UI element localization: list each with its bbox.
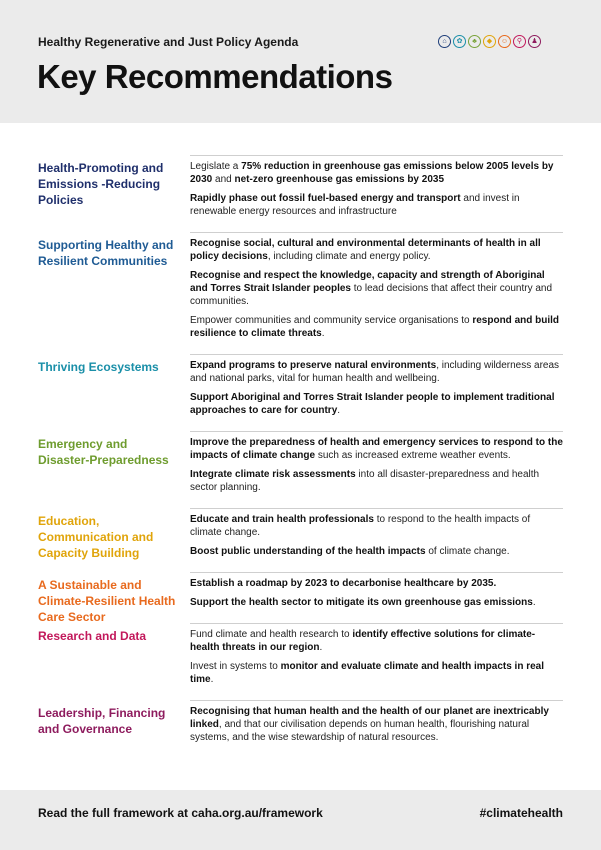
- recommendation-text: Empower communities and community service organisations to respond and build resilience to climate threats.: [190, 315, 560, 339]
- section-category: Emergency and Disaster-Preparedness: [38, 437, 169, 467]
- recommendation-text: Legislate a 75% reduction in greenhouse gas emissions below 2005 levels by 2030 and net-zero greenhouse gas emissions by 2035: [190, 161, 554, 185]
- section-row: [38, 508, 563, 572]
- section-row: [38, 232, 563, 354]
- section-category: Research and Data: [38, 629, 147, 643]
- section-items: [190, 509, 563, 572]
- recommendation-text: Recognise social, cultural and environmental determinants of health in all policy decisions, including climate and energy policy.: [190, 238, 541, 262]
- building-icon: ⌂: [438, 35, 451, 48]
- recommendation-text: Boost public understanding of the health impacts of climate change.: [190, 546, 510, 557]
- section-items: [190, 701, 563, 758]
- framework-link[interactable]: Read the full framework at caha.org.au/framework: [38, 806, 323, 820]
- section-items: [190, 355, 563, 431]
- recommendation-text: Support Aboriginal and Torres Strait Islander people to implement traditional approaches to care for country.: [190, 392, 555, 416]
- section-items: [190, 156, 563, 232]
- recommendation-text: Recognise and respect the knowledge, capacity and strength of Aboriginal and Torres Strait Islander peoples to lead decisions that affect their country and communities.: [190, 270, 553, 307]
- people-icon: ☺: [498, 35, 511, 48]
- section-row: [38, 572, 563, 624]
- shield-icon: ◆: [483, 35, 496, 48]
- section-category: Supporting Healthy and Resilient Communities: [38, 238, 174, 268]
- section-row: [38, 623, 563, 700]
- section-items: [190, 233, 563, 354]
- section-category: A Sustainable and Climate-Resilient Health Care Sector: [38, 578, 176, 624]
- section-category: Thriving Ecosystems: [38, 360, 159, 374]
- page-title: Key Recommendations: [37, 58, 393, 95]
- recommendation-text: Integrate climate risk assessments into all disaster-preparedness and health sector planning.: [190, 469, 540, 493]
- section-row: [38, 700, 563, 758]
- section-items: [190, 573, 536, 623]
- recommendation-text: Support the health sector to mitigate its own greenhouse gas emissions.: [190, 597, 536, 608]
- section-category: Education, Communication and Capacity Building: [38, 514, 154, 560]
- search-icon: ⚲: [513, 35, 526, 48]
- recommendation-text: Establish a roadmap by 2023 to decarbonise healthcare by 2035.: [190, 578, 497, 589]
- section-row: [38, 354, 563, 431]
- section-category: Leadership, Financing and Governance: [38, 706, 166, 736]
- icon-row: [438, 35, 541, 48]
- recommendation-text: Expand programs to preserve natural environments, including wilderness areas and national parks, vital for human health and wellbeing.: [190, 360, 560, 384]
- recommendation-text: Educate and train health professionals to respond to the health impacts of climate change.: [190, 514, 531, 538]
- recommendation-text: Improve the preparedness of health and emergency services to respond to the impacts of climate change such as increased extreme weather events.: [190, 437, 563, 461]
- recommendations-list: [0, 155, 601, 758]
- recommendation-text: Invest in systems to monitor and evaluate climate and health impacts in real time.: [190, 661, 545, 685]
- footer-band: [0, 790, 601, 850]
- section-category: Health-Promoting and Emissions -Reducing Policies: [38, 161, 164, 207]
- header-band: [0, 0, 601, 123]
- hashtag: #climatehealth: [479, 806, 563, 820]
- section-items: [190, 432, 563, 508]
- recommendation-text: Rapidly phase out fossil fuel-based energy and transport and invest in renewable energy resources and infrastructure: [190, 193, 520, 217]
- section-row: [38, 155, 563, 232]
- section-row: [38, 431, 563, 508]
- person-icon: ♟: [528, 35, 541, 48]
- recommendation-text: Recognising that human health and the health of our planet are inextricably linked, and that our civilisation depends on human health, flourishing natural systems, and the wise stewardship of natural resources.: [190, 706, 549, 743]
- tree-icon: ♣: [468, 35, 481, 48]
- leaf-icon: ✿: [453, 35, 466, 48]
- agenda-title: Healthy Regenerative and Just Policy Agenda: [38, 35, 299, 49]
- section-items: [190, 624, 563, 700]
- recommendation-text: Fund climate and health research to identify effective solutions for climate-health threats in our region.: [190, 629, 536, 653]
